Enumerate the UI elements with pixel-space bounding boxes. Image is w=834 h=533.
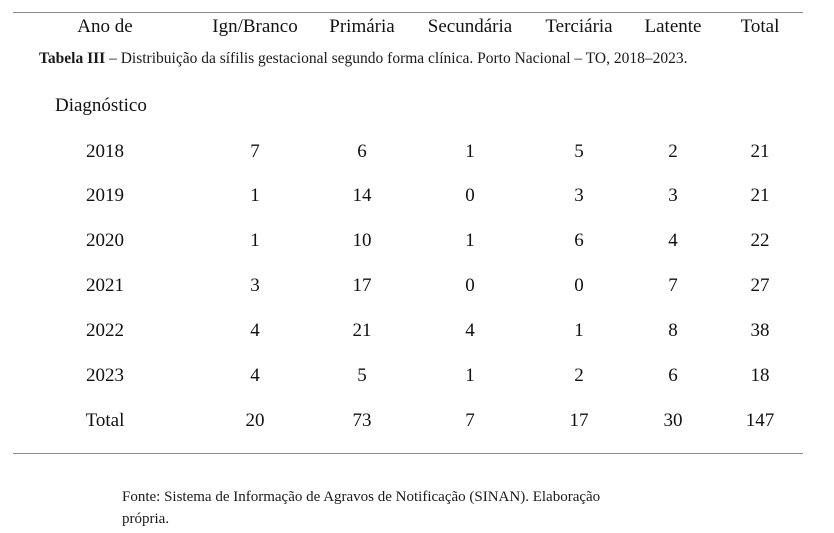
table-cell: 2 — [574, 365, 584, 386]
table-cell: 1 — [465, 141, 475, 162]
column-header-ign-branco: Ign/Branco — [212, 16, 298, 37]
table-cell: 2 — [668, 141, 678, 162]
table-cell: 5 — [357, 365, 367, 386]
table-cell: 1 — [574, 320, 584, 341]
table-cell: 10 — [352, 230, 372, 251]
table-cell: 6 — [357, 141, 367, 162]
table-cell: 17 — [352, 275, 372, 296]
table-cell: 4 — [465, 320, 475, 341]
table-caption-label: Tabela III — [39, 50, 106, 67]
table-cell: 6 — [668, 365, 678, 386]
table-caption-text: – Distribuição da sífilis gestacional segundo forma clínica. Porto Nacional – TO, 2018–2023. — [105, 50, 688, 67]
table-cell: 7 — [668, 275, 678, 296]
table-cell-year: 2022 — [86, 320, 124, 341]
table-cell-year: 2018 — [86, 141, 124, 162]
column-header-secundaria: Secundária — [427, 16, 513, 37]
table-cell-total: 21 — [750, 141, 770, 162]
table-cell-year: 2020 — [86, 230, 124, 251]
table-cell: 1 — [250, 230, 260, 251]
source-note-line-2: própria. — [122, 511, 170, 527]
table-cell: 4 — [668, 230, 678, 251]
table-cell: 1 — [250, 185, 260, 206]
table-cell: 0 — [465, 275, 475, 296]
table-cell: 17 — [569, 410, 589, 431]
table-cell-year: 2023 — [86, 365, 124, 386]
table-cell: 5 — [574, 141, 584, 162]
table-cell: 3 — [250, 275, 260, 296]
column-header-total: Total — [740, 16, 780, 37]
column-header-ano: Ano de — [77, 16, 133, 37]
table-cell-total-label: Total — [85, 410, 125, 431]
table-cell: 3 — [574, 185, 584, 206]
table-cell-total: 38 — [750, 320, 770, 341]
table-top-rule — [13, 12, 803, 13]
table-source-note — [122, 486, 722, 530]
source-note-line-1: Fonte: Sistema de Informação de Agravos de Notificação (SINAN). Elaboração — [122, 489, 601, 505]
table-cell: 8 — [668, 320, 678, 341]
table-cell: 30 — [663, 410, 683, 431]
table-cell: 0 — [574, 275, 584, 296]
table-cell: 20 — [245, 410, 265, 431]
table-cell: 6 — [574, 230, 584, 251]
table-cell-total: 22 — [750, 230, 770, 251]
column-header-latente: Latente — [644, 16, 702, 37]
table-cell: 4 — [250, 320, 260, 341]
column-header-primaria: Primária — [329, 16, 395, 37]
table-cell: 7 — [465, 410, 475, 431]
table-bottom-rule — [13, 453, 803, 454]
table-cell: 3 — [668, 185, 678, 206]
table-cell: 4 — [250, 365, 260, 386]
table-cell: 14 — [352, 185, 372, 206]
table-cell: 7 — [250, 141, 260, 162]
table-cell: 1 — [465, 230, 475, 251]
table-cell: 1 — [465, 365, 475, 386]
column-header-terciaria: Terciária — [545, 16, 613, 37]
table-cell-year: 2021 — [86, 275, 124, 296]
table-cell-year: 2019 — [86, 185, 124, 206]
table-cell: 0 — [465, 185, 475, 206]
table-cell: 21 — [352, 320, 372, 341]
table-cell: 73 — [352, 410, 372, 431]
table-cell-total: 18 — [750, 365, 770, 386]
table-cell-total: 27 — [750, 275, 770, 296]
table-caption — [39, 49, 688, 69]
table-cell-total: 21 — [750, 185, 770, 206]
column-header-diagnostico: Diagnóstico — [55, 95, 147, 116]
table-cell-grand-total: 147 — [745, 410, 775, 431]
